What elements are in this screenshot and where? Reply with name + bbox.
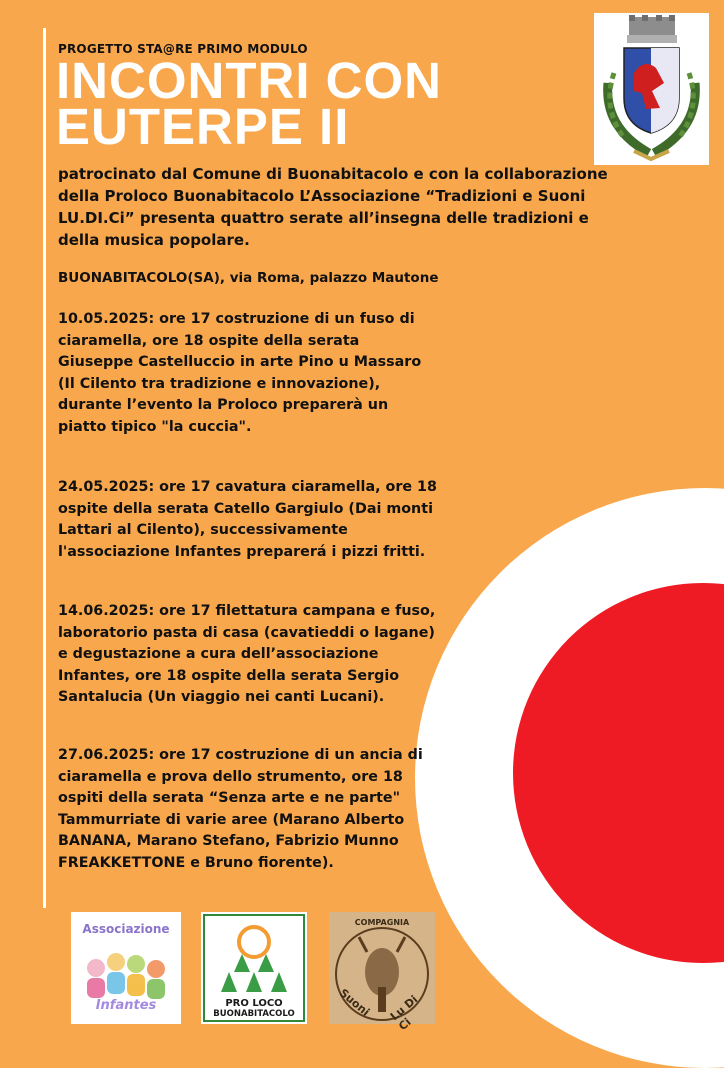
event-2: 24.05.2025: ore 17 cavatura ciaramella, ore 18 ospite della serata Catello Gargiulo (Dai monti Lattari al Cilento), successivamente l'associazione Infantes preparerá i pizzi fritti. [58, 479, 437, 560]
project-label: PROGETTO STA@RE PRIMO MODULO [58, 42, 308, 56]
ludici-right-text: Lu Di Ci [387, 992, 421, 1034]
comune-crest-logo [594, 13, 709, 165]
location-line: BUONABITACOLO(SA), via Roma, palazzo Mautone [58, 270, 439, 286]
associazione-infantes-logo: Associazione Infantes [71, 912, 181, 1024]
pro-loco-logo: PRO LOCO BUONABITACOLO [201, 912, 307, 1024]
intro-paragraph: patrocinato dal Comune di Buonabitacolo e con la collaborazione della Proloco Buonabitacolo L’Associazione “Tradizioni e Suoni LU.DI.Ci” presenta quattro serate all’insegna delle tradizioni e della musica popolare. [58, 165, 608, 249]
vertical-divider-line [43, 28, 46, 908]
event-4: 27.06.2025: ore 17 costruzione di un ancia di ciaramella e prova dello strumento, ore 18 ospiti della serata “Senza arte e ne parte" Tammurriate di varie aree (Marano Alberto BANANA, Marano Stefano, Fabrizio Munno FREAKKETTONE e Bruno fiorente). [58, 747, 423, 871]
title-line-2: EUTERPE II [56, 98, 350, 155]
event-1: 10.05.2025: ore 17 costruzione di un fuso di ciaramella, ore 18 ospite della serata Giuseppe Castelluccio in arte Pino u Massaro (Il Cilento tra tradizione e innovazione), durante l’evento la Proloco preparerà un piatto tipico "la cuccia". [58, 311, 422, 435]
event-3: 14.06.2025: ore 17 filettatura campana e fuso, laboratorio pasta di casa (cavatieddi o lagane) e degustazione a cura dell’associazione Infantes, ore 18 ospite della serata Sergio Santalucia (Un viaggio nei canti Lucani). [58, 603, 436, 705]
page-title [56, 52, 442, 155]
title-line-1: INCONTRI CON [56, 52, 442, 109]
ludici-logo: COMPAGNIA Suoni Lu Di Ci [329, 912, 435, 1024]
ludici-left-text: Suoni [336, 986, 373, 1019]
